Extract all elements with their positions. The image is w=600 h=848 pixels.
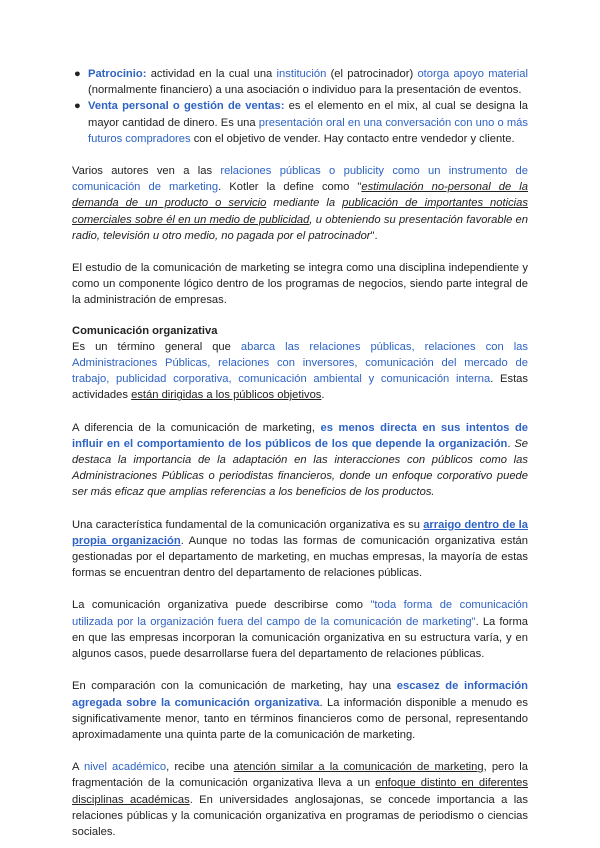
- paragraph-comparacion: [72, 678, 528, 743]
- text: .: [321, 389, 325, 402]
- bullet-dot-icon: ●: [74, 100, 81, 113]
- text: Es un término general que: [72, 340, 241, 353]
- italic-text: Se destaca la importancia de la adaptación en las interacciones con públicos como las Administraciones Públicas o periodistas financieros, donde un enfoque corporativo puede ser más eficaz que amplias referencias a los beneficios de los productos.: [72, 437, 528, 499]
- paragraph-caracteristica: [72, 517, 528, 582]
- italic-text: , u obteniendo su presentación favorable en radio, televisión u otro medio, no pagada por el patrocinador: [72, 213, 528, 242]
- paragraph-diferencia: [72, 420, 528, 501]
- text: Una característica fundamental de la comunicación organizativa es su: [72, 518, 424, 531]
- bullet-text: (el patrocinador): [326, 68, 418, 80]
- underlined-text: enfoque distinto en diferentes disciplinas académicas: [72, 777, 528, 806]
- paragraph-academico: [72, 759, 528, 840]
- text: . Estas actividades: [72, 373, 528, 402]
- bullet-text: con el objetivo de vender. Hay contacto entre vendedor y cliente.: [190, 132, 515, 145]
- bullet-text: es el elemento en el mix, al cual se designa la mayor cantidad de dinero. Es una: [88, 100, 528, 129]
- underlined-italic-text: estimulación no-personal de la demanda de un producto o servicio: [72, 181, 528, 210]
- highlight-text: nivel académico: [83, 761, 167, 774]
- text: . En universidades anglosajonas, se concede importancia a las relaciones públicas y la comunicación organizativa en programas de periodismo o ciencias sociales.: [72, 793, 528, 838]
- text: . Kotler la define como ": [218, 181, 362, 194]
- text: , recibe una: [166, 761, 234, 774]
- term-patrocinio: Patrocinio:: [88, 68, 147, 80]
- highlight-bold-text: arraigo dentro de la propia organización: [72, 518, 528, 547]
- paragraph-termino-general: [72, 339, 528, 404]
- underlined-text: atención similar a la comunicación de marketing: [233, 761, 484, 774]
- text: . La información disponible a menudo es significativamente menor, tanto en términos financieros como de personal, representando aproximadamente una quinta parte de la comunicación de marketing.: [72, 696, 528, 741]
- text: En comparación con la comunicación de marketing, hay una: [72, 680, 397, 693]
- list-item: [72, 66, 528, 98]
- paragraph-kotler: [72, 163, 528, 244]
- section-title: Comunicación organizativa: [72, 324, 218, 337]
- highlight-text: institución: [276, 68, 327, 80]
- bullet-dot-icon: ●: [74, 68, 81, 80]
- highlight-bold-text: escasez de información agregada sobre la comunicación organizativa: [72, 680, 528, 709]
- text: A diferencia de la comunicación de marketing,: [72, 421, 321, 434]
- highlight-text: "toda forma de comunicación utilizada por la organización fuera del campo de la comunicación de marketing": [72, 599, 528, 628]
- highlight-text: abarca las relaciones públicas, relaciones con las Administraciones Públicas, relaciones con inversores, comunicación del mercado de trabajo, publicidad corporativa, comunicación ambiental y comunicación interna: [72, 340, 528, 386]
- highlight-text: relaciones públicas o publicity como un instrumento de comunicación de marketing: [72, 165, 529, 194]
- text: . Aunque no todas las formas de comunicación organizativa están gestionadas por el departamento de marketing, en muchas empresas, la mayoría de estas formas se encuentran dentro del departamento de relaciones públicas.: [72, 534, 528, 580]
- text: La comunicación organizativa puede describirse como: [72, 599, 371, 612]
- list-item: [72, 98, 528, 147]
- text: ".: [370, 229, 378, 242]
- highlight-text: otorga apoyo material: [417, 68, 528, 80]
- highlight-text: presentación oral en una conversación con uno o más futuros compradores: [88, 116, 528, 145]
- underlined-text: están dirigidas a los públicos objetivos: [131, 389, 322, 402]
- term-venta-personal: Venta personal o gestión de ventas:: [88, 100, 285, 113]
- highlight-bold-text: es menos directa en sus intentos de influir en el comportamiento de los públicos de los que depende la organización: [72, 421, 528, 450]
- text: A: [72, 761, 84, 774]
- paragraph-estudio: El estudio de la comunicación de marketing se integra como una disciplina independiente y como un componente lógico dentro de los programas de negocios, siendo parte integral de la administración de empresas.: [72, 262, 528, 307]
- document-page: [72, 66, 528, 840]
- bullet-text: (normalmente financiero) a una asociación o individuo para la presentación de eventos.: [88, 84, 522, 97]
- text: . La forma en que las empresas incorporan la comunicación organizativa en su estructura varía, y en algunos casos, puede desarrollarse fuera del departamento de relaciones públicas.: [72, 615, 528, 661]
- paragraph-describirse: [72, 597, 528, 662]
- text: , pero la fragmentación de la comunicación organizativa lleva a un: [72, 761, 528, 790]
- bullet-list: [72, 66, 528, 147]
- underlined-italic-text: publicación de importantes noticias comerciales sobre él en un medio de publicidad: [72, 197, 528, 226]
- bullet-text: actividad en la cual una: [146, 68, 277, 80]
- text: .: [507, 437, 515, 450]
- text: Varios autores ven a las: [72, 165, 221, 178]
- italic-text: mediante la: [266, 197, 343, 210]
